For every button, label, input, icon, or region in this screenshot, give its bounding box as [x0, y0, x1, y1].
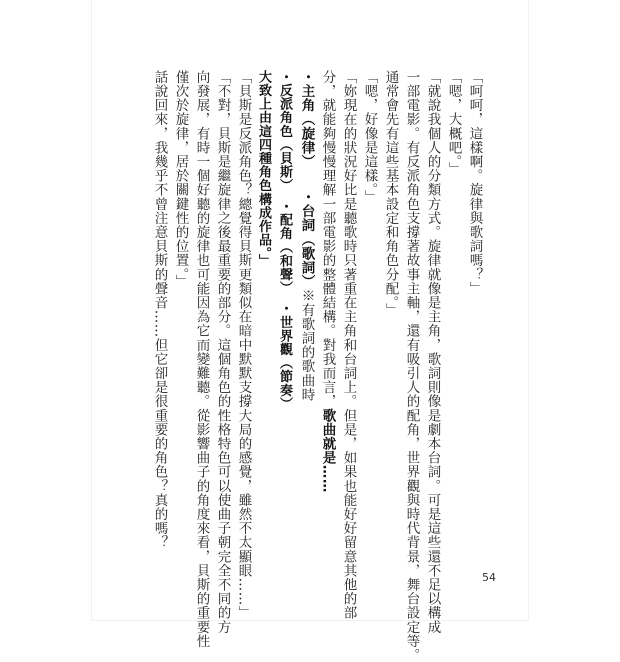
- text-line: 「嗯，大概吧。」: [445, 70, 462, 177]
- text-line: 通常會先有這些基本設定和角色分配。」: [382, 70, 399, 318]
- text-line: 「貝斯是反派角色？總覺得貝斯更類似在暗中默默支撐大局的感覺，雖然不太顯眼……」: [235, 70, 252, 620]
- text-line: 「就說我個人的分類方式。旋律就像是主角，歌詞則像是劇本台詞。可是這些還不足以構成: [424, 70, 441, 634]
- text-line: 「不對，貝斯是繼旋律之後最重要的部分。這個角色的性格特色可以使曲子朝完全不同的方: [214, 70, 231, 634]
- text-line: 一部電影。有反派角色支撐著故事主軸，還有吸引人的配角，世界觀與時代背景，舞台設定等。: [403, 70, 420, 662]
- text-line: 向發展，有時一個好聽的旋律也可能因為它而變難聽。從影響曲子的角度來看，貝斯的重要性: [193, 70, 210, 649]
- text-line: [320, 70, 334, 493]
- role-list-item: ・反派角色（貝斯） ・配角（和聲） ・世界觀（節奏）: [277, 70, 292, 411]
- text-line: 「呵呵，這樣啊。旋律與歌詞嗎？」: [466, 70, 483, 296]
- text-segment: 分，就能夠慢慢理解一部電影的整體結構。對我而言，: [319, 70, 336, 409]
- note-text: ※有歌詞的歌曲時: [298, 288, 315, 402]
- text-line: 大致上由這四種角色構成作品。」: [256, 70, 271, 268]
- text-line: [299, 70, 313, 402]
- text-line: 「妳現在的狀況好比是聽歌時只著重在主角和台詞上。但是，如果也能好好留意其他的部: [340, 70, 357, 620]
- page-number: 54: [482, 571, 496, 584]
- text-line: 「嗯，好像是這樣。」: [361, 70, 378, 205]
- text-line: 僅次於旋律，居於關鍵性的位置。」: [172, 70, 189, 289]
- text-line: 話說回來，我幾乎不曾注意貝斯的聲音……但它卻是很重要的角色？真的嗎？: [151, 70, 168, 550]
- bold-text-segment: 歌曲就是……: [319, 408, 336, 494]
- role-list-item: ・主角（旋律） ・台詞（歌詞）: [298, 70, 315, 289]
